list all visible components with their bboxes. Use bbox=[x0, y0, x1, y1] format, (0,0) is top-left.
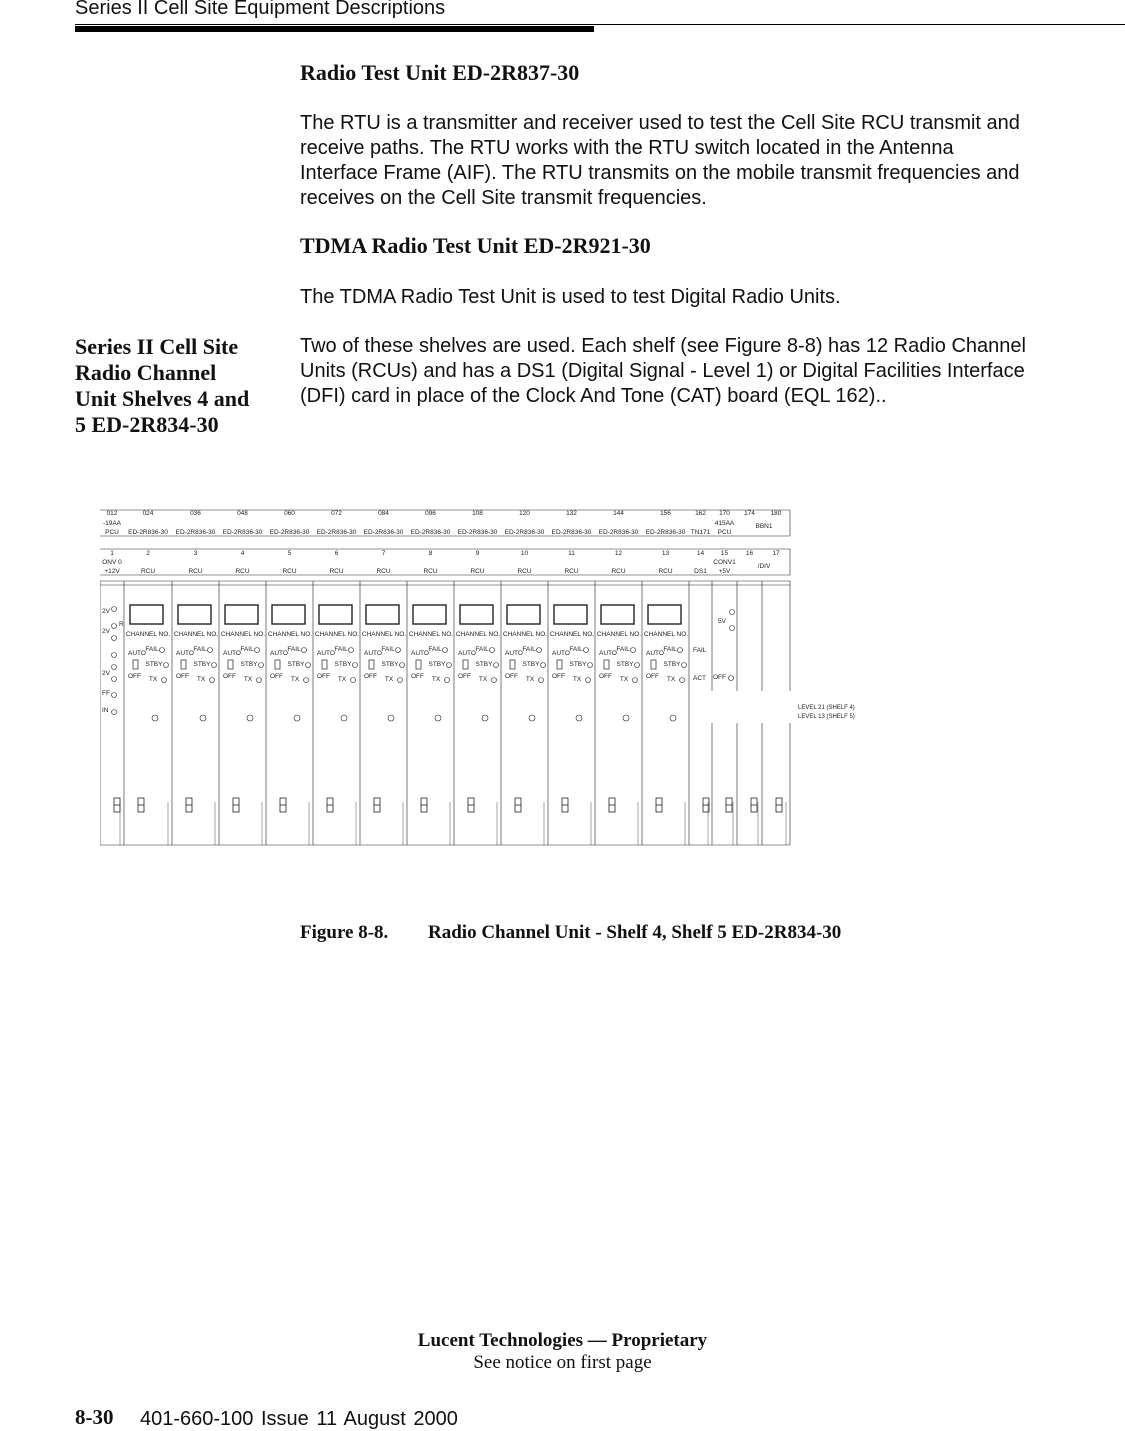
stby-led bbox=[682, 663, 687, 668]
rcu-code: ED-2R836-30 bbox=[457, 529, 498, 536]
side-heading-line: Radio Channel bbox=[75, 360, 217, 385]
eql-number: 132 bbox=[566, 510, 577, 517]
rcu-code: ED-2R836-30 bbox=[598, 529, 639, 536]
off-label: OFF bbox=[458, 673, 471, 680]
fail-led bbox=[208, 648, 213, 653]
channel-no-label: CHANNEL NO. bbox=[125, 631, 171, 638]
fail-led bbox=[490, 648, 495, 653]
tx-label: TX bbox=[666, 676, 676, 683]
fail-label: FAIL bbox=[193, 646, 207, 653]
slot-number: 8 bbox=[428, 550, 433, 557]
led bbox=[112, 653, 117, 658]
rcu-label: RCU bbox=[140, 568, 156, 575]
stby-label: STBY bbox=[569, 661, 587, 668]
rcu-code: ED-2R836-30 bbox=[504, 529, 545, 536]
fail-led bbox=[443, 648, 448, 653]
slot-number: 13 bbox=[661, 550, 670, 557]
tx-label: TX bbox=[572, 676, 582, 683]
channel-display bbox=[130, 605, 163, 624]
auto-label: AUTO bbox=[599, 650, 617, 657]
pcu-panel-label: IN bbox=[102, 707, 109, 714]
fail-label: FAIL bbox=[381, 646, 395, 653]
channel-display bbox=[413, 605, 446, 624]
off-label: OFF bbox=[317, 673, 330, 680]
rcu-code: ED-2R836-30 bbox=[222, 529, 263, 536]
slot-number: 3 bbox=[193, 550, 198, 557]
stby-label: STBY bbox=[287, 661, 305, 668]
rtu-heading: Radio Test Unit ED-2R837-30 bbox=[300, 60, 580, 85]
stby-label: STBY bbox=[616, 661, 634, 668]
fail-label: FAIL bbox=[240, 646, 254, 653]
slot-number: 9 bbox=[475, 550, 480, 557]
rcu-label: RCU bbox=[329, 568, 344, 575]
off-label: OFF bbox=[552, 673, 565, 680]
slot-number: 14 bbox=[696, 550, 705, 557]
fail-label: FAIL bbox=[287, 646, 301, 653]
tdma-heading: TDMA Radio Test Unit ED-2R921-30 bbox=[300, 233, 651, 258]
tn-code: TN171 bbox=[690, 529, 711, 536]
auto-label: AUTO bbox=[317, 650, 335, 657]
mode-switch bbox=[604, 660, 609, 669]
channel-no-label: CHANNEL NO. bbox=[314, 631, 360, 638]
pcu-panel-label: R bbox=[119, 621, 124, 628]
channel-no-label: CHANNEL NO. bbox=[502, 631, 548, 638]
fail-label: FAIL bbox=[428, 646, 442, 653]
rtu-line: The RTU is a transmitter and receiver used to test the Cell Site RCU transmit and bbox=[300, 112, 1020, 134]
stby-led bbox=[400, 663, 405, 668]
rcu-label: RCU bbox=[611, 568, 626, 575]
tx-label: TX bbox=[384, 676, 394, 683]
slot-number: 11 bbox=[568, 550, 575, 557]
rcu-label: RCU bbox=[658, 568, 673, 575]
pcu-panel-label: FF bbox=[102, 690, 110, 697]
channel-display bbox=[225, 605, 258, 624]
channel-no-label: CHANNEL NO. bbox=[408, 631, 454, 638]
pcu2-code: PCU bbox=[717, 529, 732, 536]
stby-led bbox=[164, 663, 169, 668]
off-label: OFF bbox=[223, 673, 236, 680]
eql-number: 180 bbox=[770, 510, 782, 517]
tx-led bbox=[210, 678, 215, 683]
card-latch bbox=[388, 715, 394, 721]
off-label: OFF bbox=[411, 673, 424, 680]
fail-label: FAIL bbox=[522, 646, 536, 653]
auto-label: AUTO bbox=[128, 650, 146, 657]
shelves-line: (DFI) card in place of the Clock And Tone (CAT) board (EQL 162).. bbox=[300, 385, 887, 407]
stby-led bbox=[212, 663, 217, 668]
channel-no-label: CHANNEL NO. bbox=[173, 631, 219, 638]
tx-led bbox=[257, 678, 262, 683]
rcu-code: ED-2R836-30 bbox=[175, 529, 216, 536]
channel-display bbox=[601, 605, 634, 624]
slot-number: 4 bbox=[240, 550, 245, 557]
rcu-code: ED-2R836-30 bbox=[363, 529, 404, 536]
mode-switch bbox=[181, 660, 186, 669]
stby-label: STBY bbox=[145, 661, 163, 668]
ds1-label: DS1 bbox=[694, 568, 707, 575]
mode-switch bbox=[133, 660, 138, 669]
tx-label: TX bbox=[478, 676, 488, 683]
conv-led bbox=[730, 610, 735, 615]
channel-display bbox=[319, 605, 352, 624]
off-label: OFF bbox=[128, 673, 141, 680]
bbn-label: BBN1 bbox=[755, 523, 773, 530]
auto-label: AUTO bbox=[505, 650, 523, 657]
rtu-line: receive paths. The RTU works with the RTU switch located in the Antenna bbox=[300, 137, 954, 159]
eql-number: 120 bbox=[519, 510, 530, 517]
eql-number: 108 bbox=[472, 510, 483, 517]
eql-number: 012 bbox=[106, 510, 118, 517]
fail-led bbox=[302, 648, 307, 653]
eql-number: 162 bbox=[695, 510, 706, 517]
rcu-label: RCU bbox=[423, 568, 438, 575]
page-number: 8-30 bbox=[75, 1405, 114, 1429]
rcu-code: ED-2R836-30 bbox=[551, 529, 592, 536]
mode-switch bbox=[369, 660, 374, 669]
tx-led bbox=[633, 678, 638, 683]
slot-number: 10 bbox=[520, 550, 529, 557]
rcu-code: ED-2R836-30 bbox=[269, 529, 310, 536]
fail-led bbox=[584, 648, 589, 653]
auto-label: AUTO bbox=[458, 650, 476, 657]
tx-led bbox=[680, 678, 685, 683]
fail-label: FAIL bbox=[145, 646, 159, 653]
off-label: OFF bbox=[646, 673, 659, 680]
led bbox=[112, 710, 117, 715]
stby-led bbox=[353, 663, 358, 668]
rcu-label: RCU bbox=[188, 568, 203, 575]
slot-number: 15 bbox=[720, 550, 729, 557]
eql-number: 170 bbox=[719, 510, 730, 517]
footer-notice: See notice on first page bbox=[473, 1352, 652, 1373]
rcu-code: ED-2R836-30 bbox=[645, 529, 686, 536]
figure-number: Figure 8-8. bbox=[300, 922, 389, 943]
channel-no-label: CHANNEL NO. bbox=[643, 631, 689, 638]
tx-label: TX bbox=[148, 676, 158, 683]
tx-led bbox=[586, 678, 591, 683]
card-latch bbox=[294, 715, 300, 721]
mode-switch bbox=[463, 660, 468, 669]
rcu-label: RCU bbox=[517, 568, 532, 575]
stby-led bbox=[447, 663, 452, 668]
slot-number: 12 bbox=[614, 550, 623, 557]
tx-label: TX bbox=[431, 676, 441, 683]
card-latch bbox=[152, 715, 158, 721]
fail-label: FAIL bbox=[569, 646, 583, 653]
shelves-paragraph bbox=[300, 334, 1060, 409]
slot1-label: +12V bbox=[104, 568, 120, 575]
stby-label: STBY bbox=[381, 661, 399, 668]
stby-led bbox=[259, 663, 264, 668]
channel-display bbox=[272, 605, 305, 624]
conv-off-led bbox=[729, 676, 734, 681]
fail-led bbox=[255, 648, 260, 653]
rcu-label: RCU bbox=[564, 568, 579, 575]
stby-led bbox=[494, 663, 499, 668]
eql-number: 072 bbox=[331, 510, 342, 517]
card-latch bbox=[670, 715, 676, 721]
off-label: OFF bbox=[364, 673, 377, 680]
eql-number: 096 bbox=[425, 510, 436, 517]
channel-display bbox=[366, 605, 399, 624]
mode-switch bbox=[416, 660, 421, 669]
auto-label: AUTO bbox=[646, 650, 664, 657]
stby-label: STBY bbox=[334, 661, 352, 668]
auto-label: AUTO bbox=[364, 650, 382, 657]
channel-no-label: CHANNEL NO. bbox=[549, 631, 595, 638]
led bbox=[112, 665, 117, 670]
stby-label: STBY bbox=[663, 661, 681, 668]
eql-number: 048 bbox=[237, 510, 248, 517]
ds1-act-label: ACT bbox=[693, 675, 706, 682]
fail-label: FAIL bbox=[616, 646, 630, 653]
led bbox=[112, 693, 117, 698]
header-rule-bar bbox=[75, 26, 594, 32]
slot-number: 7 bbox=[381, 550, 386, 557]
rtu-paragraph bbox=[300, 111, 1060, 211]
eql-number: 156 bbox=[660, 510, 671, 517]
card-latch bbox=[435, 715, 441, 721]
pcu-panel-label: 2V bbox=[102, 670, 110, 677]
pcu2-code: 415AA bbox=[714, 520, 735, 527]
card-latch bbox=[247, 715, 253, 721]
rtu-line: Interface Frame (AIF). The RTU transmits on the mobile transmit frequencies and bbox=[300, 162, 1020, 184]
channel-no-label: CHANNEL NO. bbox=[267, 631, 313, 638]
rcu-label: RCU bbox=[235, 568, 250, 575]
fail-led bbox=[537, 648, 542, 653]
led bbox=[112, 607, 117, 612]
figure-caption bbox=[300, 922, 841, 944]
fail-led bbox=[349, 648, 354, 653]
pcu-panel-label: 2V bbox=[102, 628, 110, 635]
card-latch bbox=[529, 715, 535, 721]
eql-number: 060 bbox=[284, 510, 295, 517]
tx-label: TX bbox=[290, 676, 300, 683]
eql-number: 084 bbox=[378, 510, 389, 517]
rcu-label: RCU bbox=[470, 568, 485, 575]
fail-label: FAIL bbox=[334, 646, 348, 653]
auto-label: AUTO bbox=[552, 650, 570, 657]
shelves-line: Two of these shelves are used. Each shelf (see Figure 8-8) has 12 Radio Channel bbox=[300, 335, 1026, 357]
off-label: OFF bbox=[505, 673, 518, 680]
fail-led bbox=[396, 648, 401, 653]
eql-number: 144 bbox=[613, 510, 624, 517]
tx-led bbox=[351, 678, 356, 683]
channel-no-label: CHANNEL NO. bbox=[220, 631, 266, 638]
channel-display bbox=[554, 605, 587, 624]
ds1-fail-label: FAIL bbox=[693, 647, 707, 654]
mode-switch bbox=[651, 660, 656, 669]
fail-led bbox=[160, 648, 165, 653]
stby-label: STBY bbox=[475, 661, 493, 668]
slot1-label: ONV 0 bbox=[102, 559, 122, 566]
level-note: LEVEL 21 (SHELF 4) bbox=[798, 705, 855, 711]
pcu-panel-label: 2V bbox=[102, 608, 110, 615]
tx-label: TX bbox=[619, 676, 629, 683]
eql-number: 024 bbox=[142, 510, 154, 517]
header-rule bbox=[75, 24, 1125, 25]
doc-info: 401-660-100 Issue 11 August 2000 bbox=[140, 1408, 458, 1430]
figure-title: Radio Channel Unit - Shelf 4, Shelf 5 ED-2R834-30 bbox=[428, 922, 842, 943]
side-heading-line: 5 ED-2R834-30 bbox=[75, 412, 219, 437]
card-latch bbox=[576, 715, 582, 721]
rcu-code: ED-2R836-30 bbox=[316, 529, 357, 536]
channel-display bbox=[507, 605, 540, 624]
auto-label: AUTO bbox=[223, 650, 241, 657]
card-latch bbox=[482, 715, 488, 721]
tx-led bbox=[162, 678, 167, 683]
tx-led bbox=[492, 678, 497, 683]
fail-label: FAIL bbox=[663, 646, 677, 653]
slot-number: 16 bbox=[745, 550, 754, 557]
card-latch bbox=[341, 715, 347, 721]
card-latch bbox=[623, 715, 629, 721]
tx-led bbox=[398, 678, 403, 683]
running-header: Series II Cell Site Equipment Descriptions bbox=[75, 0, 446, 19]
led bbox=[112, 636, 117, 641]
conv-led bbox=[730, 626, 735, 631]
pcu-code: -19AA bbox=[102, 520, 122, 527]
footer-company: Lucent Technologies — Proprietary bbox=[417, 1330, 708, 1351]
shelf-figure bbox=[100, 505, 900, 850]
shelves-side-heading bbox=[75, 334, 280, 438]
tx-label: TX bbox=[196, 676, 206, 683]
level-note: LEVEL 13 (SHELF 5) bbox=[798, 714, 855, 720]
mode-switch bbox=[275, 660, 280, 669]
tx-label: TX bbox=[243, 676, 253, 683]
stby-led bbox=[635, 663, 640, 668]
level-note-mask bbox=[690, 691, 795, 723]
auto-label: AUTO bbox=[176, 650, 194, 657]
conv-volt-label: 5V bbox=[718, 618, 726, 625]
stby-label: STBY bbox=[522, 661, 540, 668]
off-label: OFF bbox=[599, 673, 612, 680]
rcu-label: RCU bbox=[282, 568, 297, 575]
pcu-code: PCU bbox=[105, 529, 119, 536]
off-label: OFF bbox=[176, 673, 189, 680]
stby-led bbox=[588, 663, 593, 668]
rcu-code: ED-2R836-30 bbox=[128, 529, 168, 536]
tx-led bbox=[445, 678, 450, 683]
led bbox=[112, 624, 117, 629]
fail-led bbox=[631, 648, 636, 653]
led bbox=[112, 677, 117, 682]
off-label: OFF bbox=[270, 673, 283, 680]
conv-off-label: OFF bbox=[713, 674, 726, 681]
mode-switch bbox=[228, 660, 233, 669]
stby-label: STBY bbox=[193, 661, 211, 668]
channel-display bbox=[648, 605, 681, 624]
fail-label: FAIL bbox=[475, 646, 489, 653]
slot-number: 6 bbox=[334, 550, 339, 557]
fail-led bbox=[678, 648, 683, 653]
tx-label: TX bbox=[525, 676, 535, 683]
rcu-code: ED-2R836-30 bbox=[410, 529, 451, 536]
stby-led bbox=[541, 663, 546, 668]
stby-label: STBY bbox=[428, 661, 446, 668]
tdma-paragraph: The TDMA Radio Test Unit is used to test Digital Radio Units. bbox=[300, 286, 841, 308]
channel-display bbox=[460, 605, 493, 624]
mode-switch bbox=[322, 660, 327, 669]
eql-number: 174 bbox=[744, 510, 755, 517]
tx-led bbox=[304, 678, 309, 683]
slot-number: 5 bbox=[287, 550, 292, 557]
side-heading-line: Series II Cell Site bbox=[75, 334, 239, 359]
auto-label: AUTO bbox=[270, 650, 288, 657]
rtu-line: receives on the Cell Site transmit frequencies. bbox=[300, 187, 707, 209]
slot15-label: +5V bbox=[718, 568, 731, 575]
stby-led bbox=[306, 663, 311, 668]
shelves-line: Units (RCUs) and has a DS1 (Digital Signal - Level 1) or Digital Facilities Interface bbox=[300, 360, 1025, 382]
channel-no-label: CHANNEL NO. bbox=[361, 631, 407, 638]
side-heading-line: Unit Shelves 4 and bbox=[75, 386, 250, 411]
mode-switch bbox=[557, 660, 562, 669]
channel-no-label: CHANNEL NO. bbox=[455, 631, 501, 638]
slot15-label: CONV1 bbox=[713, 559, 736, 566]
eql-number: 036 bbox=[190, 510, 201, 517]
channel-no-label: CHANNEL NO. bbox=[596, 631, 642, 638]
slot-number: 1 bbox=[110, 550, 114, 557]
channel-display bbox=[178, 605, 211, 624]
rcu-label: RCU bbox=[376, 568, 391, 575]
slot-number: 2 bbox=[146, 550, 150, 557]
card-latch bbox=[200, 715, 206, 721]
auto-label: AUTO bbox=[411, 650, 429, 657]
div-label: /DIV bbox=[757, 563, 771, 570]
slot-number: 17 bbox=[772, 550, 780, 557]
mode-switch bbox=[510, 660, 515, 669]
tx-label: TX bbox=[337, 676, 347, 683]
stby-label: STBY bbox=[240, 661, 258, 668]
tx-led bbox=[539, 678, 544, 683]
